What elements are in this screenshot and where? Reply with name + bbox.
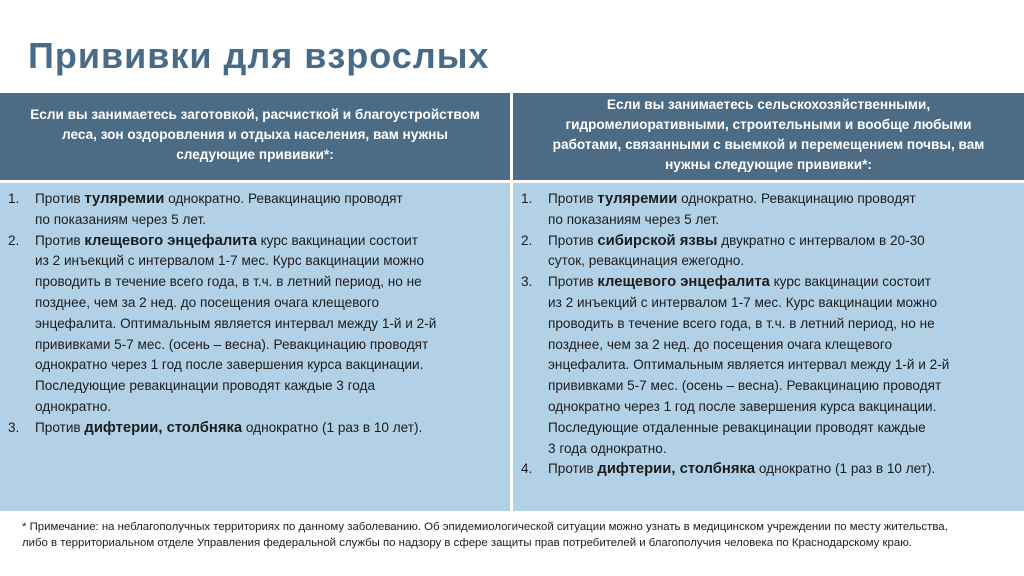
list-item-text: из 2 инъекций с интервалом 1-7 мес. Курс вакцинации можно [35, 253, 425, 269]
list-item-text: Против [35, 232, 85, 248]
list-item-text: энцефалита. Оптимальным является интервал между 1-й и 2-й [35, 315, 437, 331]
list-item-text: проводить в течение всего года, в т.ч. в летний период, но не [548, 315, 935, 331]
footnote [22, 519, 1012, 551]
list-item-line [35, 355, 502, 376]
list-item [521, 272, 1014, 459]
list-item-text: двукратно с интервалом в 20-30 [717, 232, 925, 248]
highlighted-disease: сибирской язвы [597, 232, 718, 249]
list-item-text: по показаниям через 5 лет. [35, 211, 206, 227]
list-item-line [548, 189, 1014, 210]
left-column-body [0, 183, 510, 511]
page-title: Прививки для взрослых [28, 35, 490, 76]
list-item-text: Против [548, 232, 598, 248]
list-item-text: однократно. Ревакцинацию проводят [677, 191, 916, 206]
list-item [521, 189, 1014, 231]
list-item-line [548, 376, 1014, 397]
list-item-text: однократно через 1 год после завершения курса вакцинации. [35, 357, 424, 373]
header-line: гидромелиоративными, строительными и вообще любыми [565, 116, 972, 132]
left-header-text [30, 105, 480, 165]
header-line: нужны следующие прививки*: [665, 156, 872, 172]
list-item-line [35, 418, 502, 439]
list-item-line [548, 459, 1014, 480]
list-item-number: 3. [8, 419, 20, 435]
header-line: работами, связанными с выемкой и перемещением почвы, вам [552, 136, 985, 152]
list-item-line [35, 397, 502, 418]
footnote-line: либо в территориальном отделе Управления федеральной службы по надзору в сфере защиты прав потребителей и благополучия человека по Краснодарскому краю. [22, 537, 912, 549]
list-item-line [548, 335, 1014, 356]
list-item-text: однократно. [35, 398, 112, 414]
list-item-text: проводить в течение всего года, в т.ч. в летний период, но не [35, 274, 422, 290]
list-item-number: 1. [8, 191, 20, 206]
list-item-text: Против [548, 191, 598, 206]
list-item-text: прививками 5-7 мес. (осень – весна). Ревакцинацию проводят [35, 336, 429, 352]
list-item-number: 2. [521, 232, 533, 248]
right-column-header [513, 93, 1024, 180]
list-item-text: энцефалита. Оптимальным является интервал между 1-й и 2-й [548, 357, 950, 373]
list-item-number: 1. [521, 191, 533, 206]
list-item-line [548, 439, 1014, 460]
list-item-text: по показаниям через 5 лет. [548, 211, 719, 227]
list-item-text: позднее, чем за 2 нед. до посещения очага клещевого [35, 294, 380, 310]
list-item-text: из 2 инъекций с интервалом 1-7 мес. Курс вакцинации можно [548, 294, 938, 310]
list-item-line [548, 210, 1014, 231]
list-item-line [35, 293, 502, 314]
list-item-line [35, 272, 502, 293]
list-item-text: однократно через 1 год после завершения курса вакцинации. [548, 398, 937, 414]
list-item-text: позднее, чем за 2 нед. до посещения очага клещевого [548, 336, 893, 352]
list-item [8, 189, 502, 231]
highlighted-disease: дифтерии, столбняка [597, 461, 756, 478]
list-item-line [548, 314, 1014, 335]
list-item-number: 2. [8, 232, 20, 248]
list-item-text: Последующие отдаленные ревакцинации проводят каждые [548, 419, 926, 435]
list-item-line [548, 355, 1014, 376]
list-item-text: однократно (1 раз в 10 лет). [755, 461, 936, 477]
list-item-line [35, 314, 502, 335]
list-item-number: 4. [521, 461, 533, 477]
highlighted-disease: туляремии [84, 191, 165, 207]
list-item-text: суток, ревакцинация ежегодно. [548, 253, 745, 269]
list-item-text: Против [548, 461, 598, 477]
list-item-text: Против [548, 274, 598, 290]
list-item-text: курс вакцинации состоит [256, 232, 418, 248]
footnote-line: * Примечание: на неблагополучных территориях по данному заболеванию. Об эпидемиологической ситуации можно узнать в медицинском учреждении по месту жительства, [22, 521, 948, 533]
list-item-text: 3 года однократно. [548, 440, 667, 456]
list-item-text: однократно. Ревакцинацию проводят [164, 191, 403, 206]
header-line: Если вы занимаетесь сельскохозяйственными, [606, 96, 931, 112]
list-item-text: Последующие ревакцинации проводят каждые 3 года [35, 378, 376, 394]
vaccination-table [0, 93, 1024, 511]
list-item-line [548, 251, 1014, 272]
list-item-text: прививками 5-7 мес. (осень – весна). Ревакцинацию проводят [548, 378, 942, 394]
list-item-text: однократно (1 раз в 10 лет). [242, 419, 423, 435]
list-item-line [35, 251, 502, 272]
list-item-line [35, 210, 502, 231]
list-item [8, 231, 502, 418]
header-line: Если вы занимаетесь заготовкой, расчисткой и благоустройством [30, 106, 480, 122]
highlighted-disease: туляремии [597, 191, 678, 207]
list-item-text: Против [35, 191, 85, 206]
list-item-line [548, 418, 1014, 439]
highlighted-disease: дифтерии, столбняка [84, 419, 243, 436]
list-item-line [35, 189, 502, 210]
header-line: леса, зон оздоровления и отдыха населения, вам нужны [62, 126, 448, 142]
list-item-line [548, 397, 1014, 418]
column-divider [510, 93, 513, 511]
left-column-header [0, 93, 510, 180]
list-item-line [548, 272, 1014, 293]
list-item-line [548, 231, 1014, 252]
header-line: следующие прививки*: [176, 146, 334, 162]
list-item-text: курс вакцинации состоит [769, 274, 931, 290]
list-item-line [35, 376, 502, 397]
list-item-line [548, 293, 1014, 314]
list-item-line [35, 231, 502, 252]
list-item [521, 231, 1014, 273]
right-column-body [513, 183, 1024, 511]
list-item [521, 459, 1014, 480]
list-item-number: 3. [521, 274, 533, 290]
list-item [8, 418, 502, 439]
list-item-text: Против [35, 419, 85, 435]
highlighted-disease: клещевого энцефалита [84, 232, 257, 249]
highlighted-disease: клещевого энцефалита [597, 274, 770, 291]
right-header-text [553, 95, 985, 175]
list-item-line [35, 335, 502, 356]
